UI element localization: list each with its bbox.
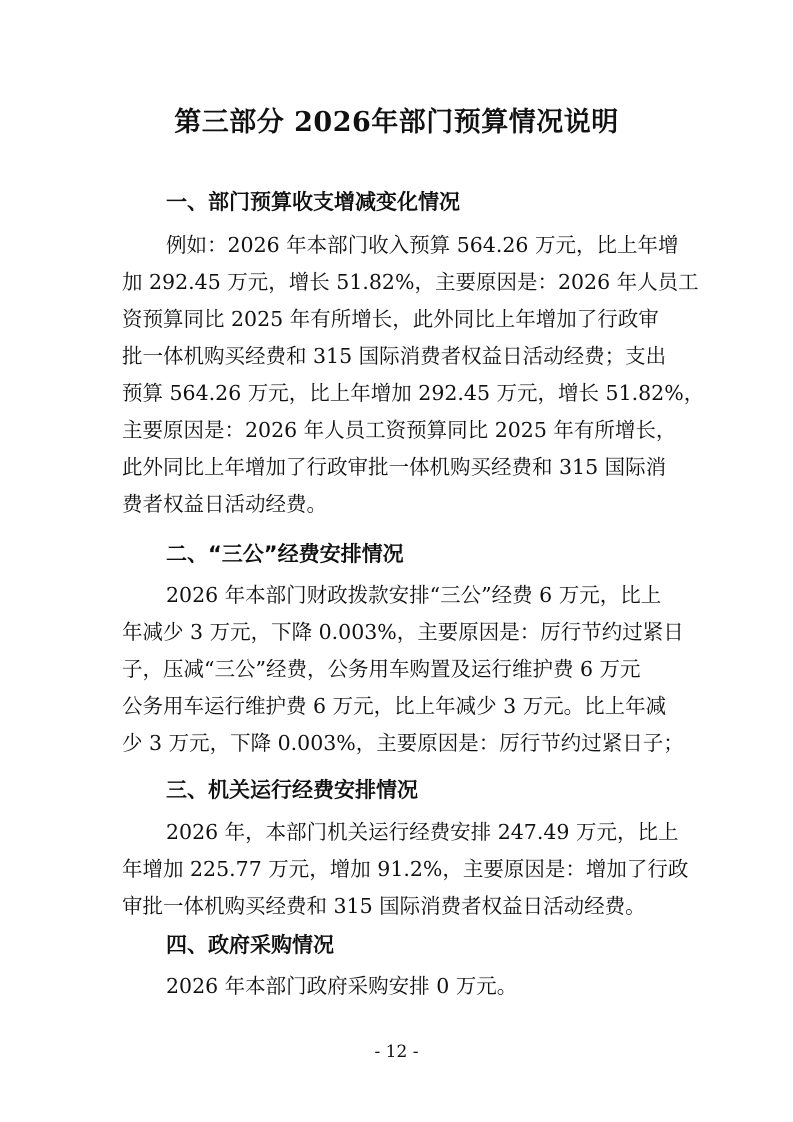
section-2-line-3: 子，压减“三公”经费，公务用车购置及运行维护费 6 万元 [122,657,641,681]
section-2-line-4: 公务用车运行维护费 6 万元，比上年减少 3 万元。比上年减 [122,694,667,718]
section-3-line-1: 2026 年，本部门机关运行经费安排 247.49 万元，比上 [166,820,679,844]
section-heading-1: 一、部门预算收支增减变化情况 [166,190,460,214]
section-2-line-1: 2026 年本部门财政拨款安排“三公”经费 6 万元，比上 [166,583,662,607]
section-1-line-7: 此外同比上年增加了行政审批一体机购买经费和 315 国际消 [122,455,667,479]
section-1-line-5: 预算 564.26 万元，比上年增加 292.45 万元，增长 51.82%， [122,381,705,405]
section-3-line-2: 年增加 225.77 万元，增加 91.2%，主要原因是：增加了行政 [122,857,689,881]
section-4-line-1: 2026 年本部门政府采购安排 0 万元。 [166,974,518,998]
section-2-line-5: 少 3 万元，下降 0.003%，主要原因是：厉行节约过紧日子； [122,731,684,755]
section-1-line-6: 主要原因是：2026 年人员工资预算同比 2025 年有所增长， [122,418,677,442]
section-heading-3: 三、机关运行经费安排情况 [166,778,418,802]
page-number: - 12 - [374,1042,419,1062]
section-1-line-1: 例如：2026 年本部门收入预算 564.26 万元，比上年增 [166,233,679,257]
section-2-line-2: 年减少 3 万元，下降 0.003%，主要原因是：厉行节约过紧日 [122,620,684,644]
section-3-line-3: 审批一体机购买经费和 315 国际消费者权益日活动经费。 [122,894,646,918]
section-1-line-3: 资预算同比 2025 年有所增长，此外同比上年增加了行政审 [122,307,659,331]
section-heading-4: 四、政府采购情况 [166,933,334,957]
section-1-line-4: 批一体机购买经费和 315 国际消费者权益日活动经费；支出 [122,344,667,368]
page-title: 第三部分 2026年部门预算情况说明 [174,107,619,138]
section-1-line-2: 加 292.45 万元，增长 51.82%，主要原因是：2026 年人员工 [122,270,699,294]
section-1-line-8: 费者权益日活动经费。 [122,492,327,516]
section-heading-2: 二、“三公”经费安排情况 [166,542,404,566]
